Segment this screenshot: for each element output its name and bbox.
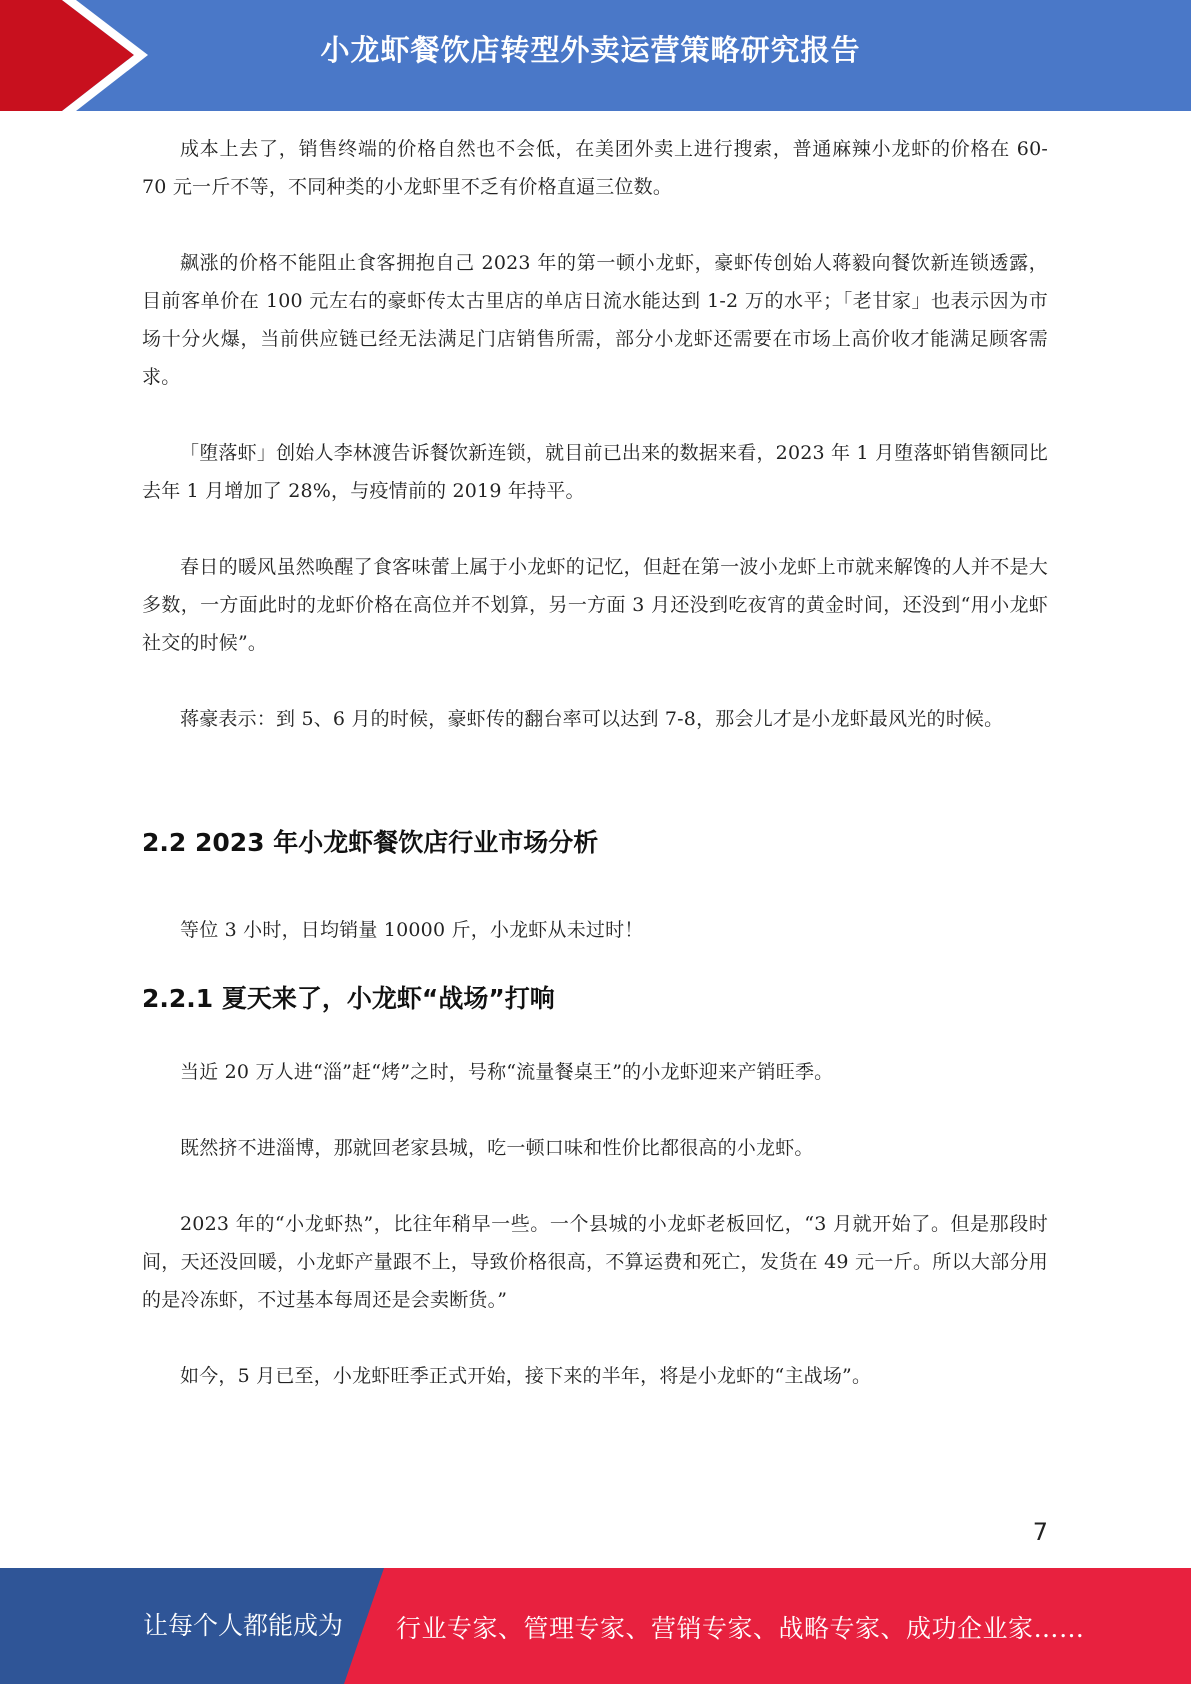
footer-slogan-left: 让每个人都能成为 xyxy=(143,1611,344,1640)
page-footer xyxy=(0,1568,1191,1684)
section-2-2-1-paragraph-3: 2023 年的“小龙虾热”，比往年稍早一些。一个县城的小龙虾老板回忆，“3 月就开始了。但是那段时间，天还没回暖，小龙虾产量跟不上，导致价格很高，不算运费和死亡，发货在 49 元一斤。所以大部分用的是冷冻虾，不过基本每周还是会卖断货。” xyxy=(142,1213,1048,1311)
section-2-2-1-paragraph-4: 如今，5 月已至，小龙虾旺季正式开始，接下来的半年，将是小龙虾的“主战场”。 xyxy=(180,1365,872,1387)
header-chevron-decoration xyxy=(0,0,160,111)
section-heading-2-2: 2.2 2023 年小龙虾餐饮店行业市场分析 xyxy=(142,828,599,857)
paragraph-2: 飙涨的价格不能阻止食客拥抱自己 2023 年的第一顿小龙虾，豪虾传创始人蒋毅向餐饮新连锁透露，目前客单价在 100 元左右的豪虾传太古里店的单店日流水能达到 1-2 万的水平；「老甘家」也表示因为市场十分火爆，当前供应链已经无法满足门店销售所需，部分小龙虾还需要在市场上高价收才能满足顾客需求。 xyxy=(142,252,1048,388)
paragraph-1: 成本上去了，销售终端的价格自然也不会低，在美团外卖上进行搜索，普通麻辣小龙虾的价格在 60-70 元一斤不等，不同种类的小龙虾里不乏有价格直逼三位数。 xyxy=(142,138,1048,198)
section-2-2-intro: 等位 3 小时，日均销量 10000 斤，小龙虾从未过时！ xyxy=(180,919,644,941)
section-heading-2-2-1: 2.2.1 夏天来了，小龙虾“战场”打响 xyxy=(142,984,555,1013)
paragraph-5: 蒋豪表示：到 5、6 月的时候，豪虾传的翻台率可以达到 7-8，那会儿才是小龙虾最风光的时候。 xyxy=(180,708,1004,730)
paragraph-4: 春日的暖风虽然唤醒了食客味蕾上属于小龙虾的记忆，但赶在第一波小龙虾上市就来解馋的人并不是大多数，一方面此时的龙虾价格在高位并不划算，另一方面 3 月还没到吃夜宵的黄金时间，还没到“用小龙虾社交的时候”。 xyxy=(142,556,1048,654)
document-body xyxy=(142,130,1048,1395)
footer-slogan-right: 行业专家、管理专家、营销专家、战略专家、成功企业家…… xyxy=(396,1614,1085,1643)
section-2-2-1-paragraph-2: 既然挤不进淄博，那就回老家县城，吃一顿口味和性价比都很高的小龙虾。 xyxy=(180,1137,814,1159)
paragraph-3: 「堕落虾」创始人李林渡告诉餐饮新连锁，就目前已出来的数据来看，2023 年 1 月堕落虾销售额同比去年 1 月增加了 28%，与疫情前的 2019 年持平。 xyxy=(142,442,1048,502)
section-2-2-1-paragraph-1: 当近 20 万人进“淄”赶“烤”之时，号称“流量餐桌王”的小龙虾迎来产销旺季。 xyxy=(180,1061,834,1083)
page-header xyxy=(0,0,1191,111)
page-number: 7 xyxy=(1032,1518,1048,1546)
header-title: 小龙虾餐饮店转型外卖运营策略研究报告 xyxy=(320,33,861,67)
